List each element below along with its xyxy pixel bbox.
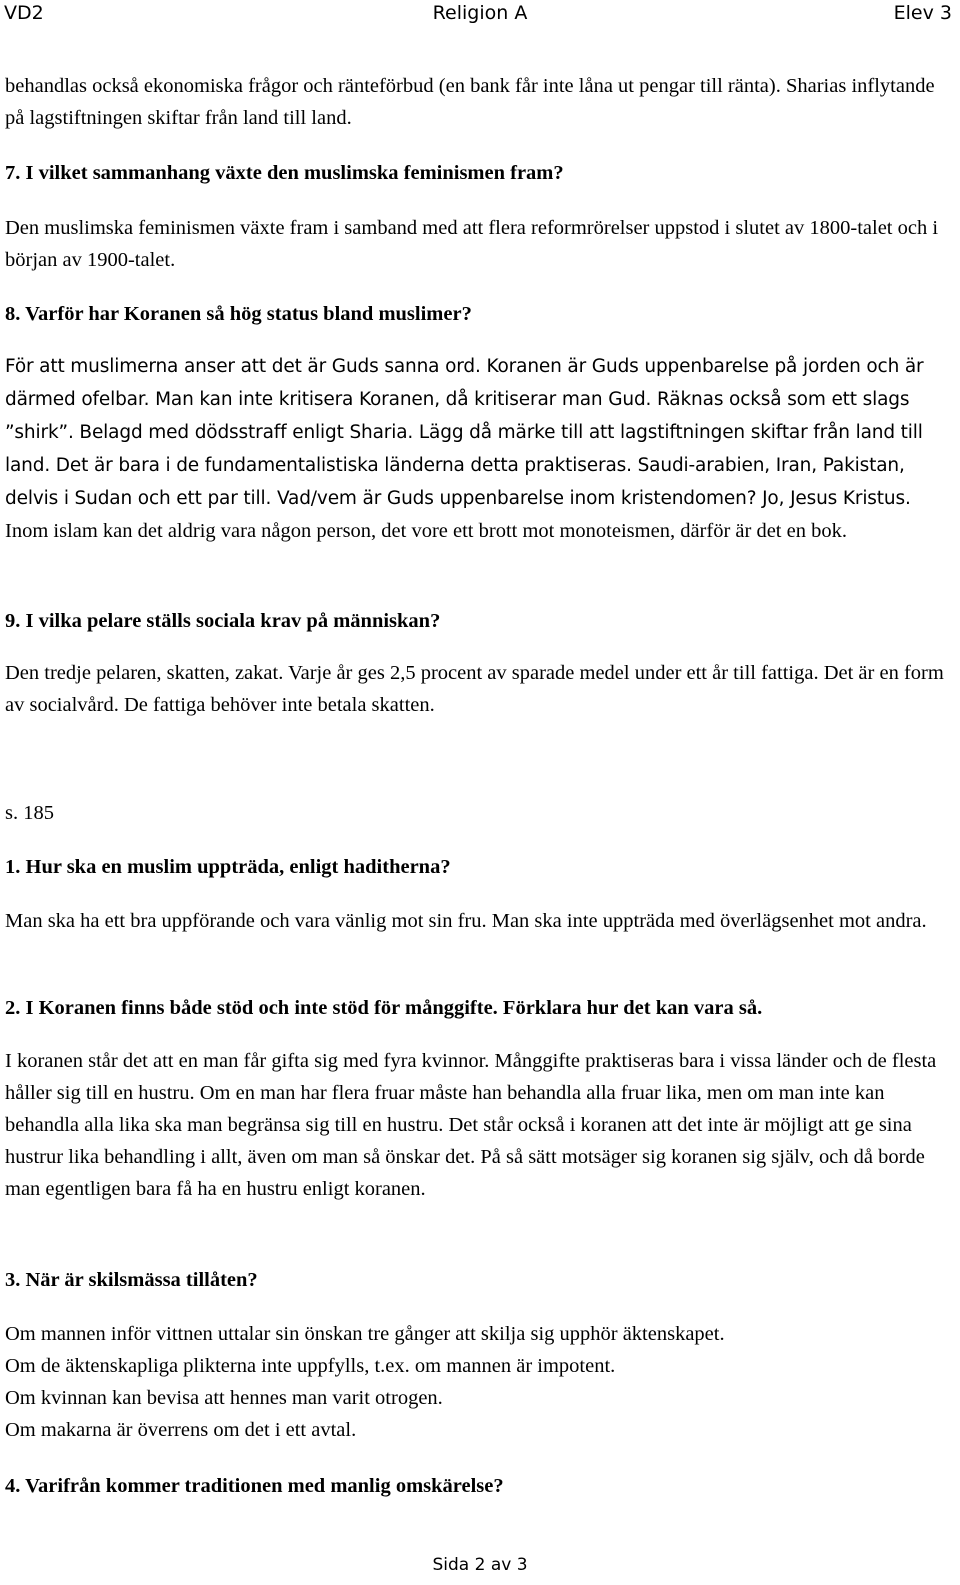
question-8: 8. Varför har Koranen så hög status bland muslimer?: [5, 303, 472, 325]
header-subject: Religion A: [432, 2, 528, 24]
answer-2: I koranen står det att en man får gifta sig med fyra kvinnor. Månggifte praktiseras bara i vissa länder och de flesta håller sig till en hustru. Om en man har flera fruar måste han behandla alla fruar lika, men om man inte kan behandla alla lika ska man begränsa sig till en hustru. Det står också i koranen att det inte är möjligt att ge sina hustrur lika behandling i allt, även om man så önskar det. På så sätt motsäger sig koranen sig själv, och då borde man egentligen bara få ha en hustru enligt koranen.: [5, 1050, 937, 1200]
answer-3-line: Om de äktenskapliga plikterna inte uppfylls, t.ex. om mannen är impotent.: [5, 1355, 616, 1377]
question-3: 3. När är skilsmässa tillåten?: [5, 1269, 258, 1291]
answer-3-line: Om kvinnan kan bevisa att hennes man varit otrogen.: [5, 1387, 443, 1409]
header-course-code: VD2: [4, 2, 44, 24]
question-9: 9. I vilka pelare ställs sociala krav på människan?: [5, 610, 441, 632]
answer-8-sans-part: För att muslimerna anser att det är Guds sanna ord. Koranen är Guds uppenbarelse på jorden och är därmed ofelbar. Man kan inte kritisera Koranen, då kritiserar man Gud. Räknas också som ett slags ”shirk”. Belagd med dödsstraff enligt Sharia. Lägg då märke till att lagstiftningen skiftar från land till land. Det är bara i de fundamentalistiska länderna detta praktiseras. Saudi-arabien, Iran, Pakistan, delvis i Sudan och ett par till. Vad/vem är Guds uppenbarelse inom kristendomen? Jo, Jesus Kristus.: [5, 356, 924, 509]
question-1: 1. Hur ska en muslim uppträda, enligt haditherna?: [5, 856, 451, 878]
answer-3-line: Om makarna är överrens om det i ett avtal.: [5, 1419, 357, 1441]
page-footer: [0, 1555, 960, 1575]
answer-8: [5, 350, 953, 547]
answer-3-list: [5, 1318, 953, 1446]
answer-9: Den tredje pelaren, skatten, zakat. Varje år ges 2,5 procent av sparade medel under ett år till fattiga. Det är en form av socialvård. De fattiga behöver inte betala skatten.: [5, 662, 944, 716]
page-reference: s. 185: [5, 802, 54, 824]
answer-7: Den muslimska feminismen växte fram i samband med att flera reformrörelser uppstod i slutet av 1800-talet och i början av 1900-talet.: [5, 217, 939, 271]
answer-8-serif-part: Inom islam kan det aldrig vara någon person, det vore ett brott mot monoteismen, därför är det en bok.: [5, 520, 847, 542]
question-7: 7. I vilket sammanhang växte den muslimska feminismen fram?: [5, 162, 564, 184]
paragraph-sharia-continuation: behandlas också ekonomiska frågor och ränteförbud (en bank får inte låna ut pengar till ränta). Sharias inflytande på lagstiftningen skiftar från land till land.: [5, 75, 935, 129]
answer-3-line: Om mannen inför vittnen uttalar sin önskan tre gånger att skilja sig upphör äktenskapet.: [5, 1323, 725, 1345]
page-number: Sida 2 av 3: [432, 1555, 528, 1575]
header-student: Elev 3: [893, 2, 952, 24]
question-2: 2. I Koranen finns både stöd och inte stöd för månggifte. Förklara hur det kan vara så.: [5, 997, 763, 1019]
page-header: [0, 0, 960, 28]
answer-1: Man ska ha ett bra uppförande och vara vänlig mot sin fru. Man ska inte uppträda med överlägsenhet mot andra.: [5, 910, 927, 932]
question-4: 4. Varifrån kommer traditionen med manlig omskärelse?: [5, 1475, 504, 1497]
